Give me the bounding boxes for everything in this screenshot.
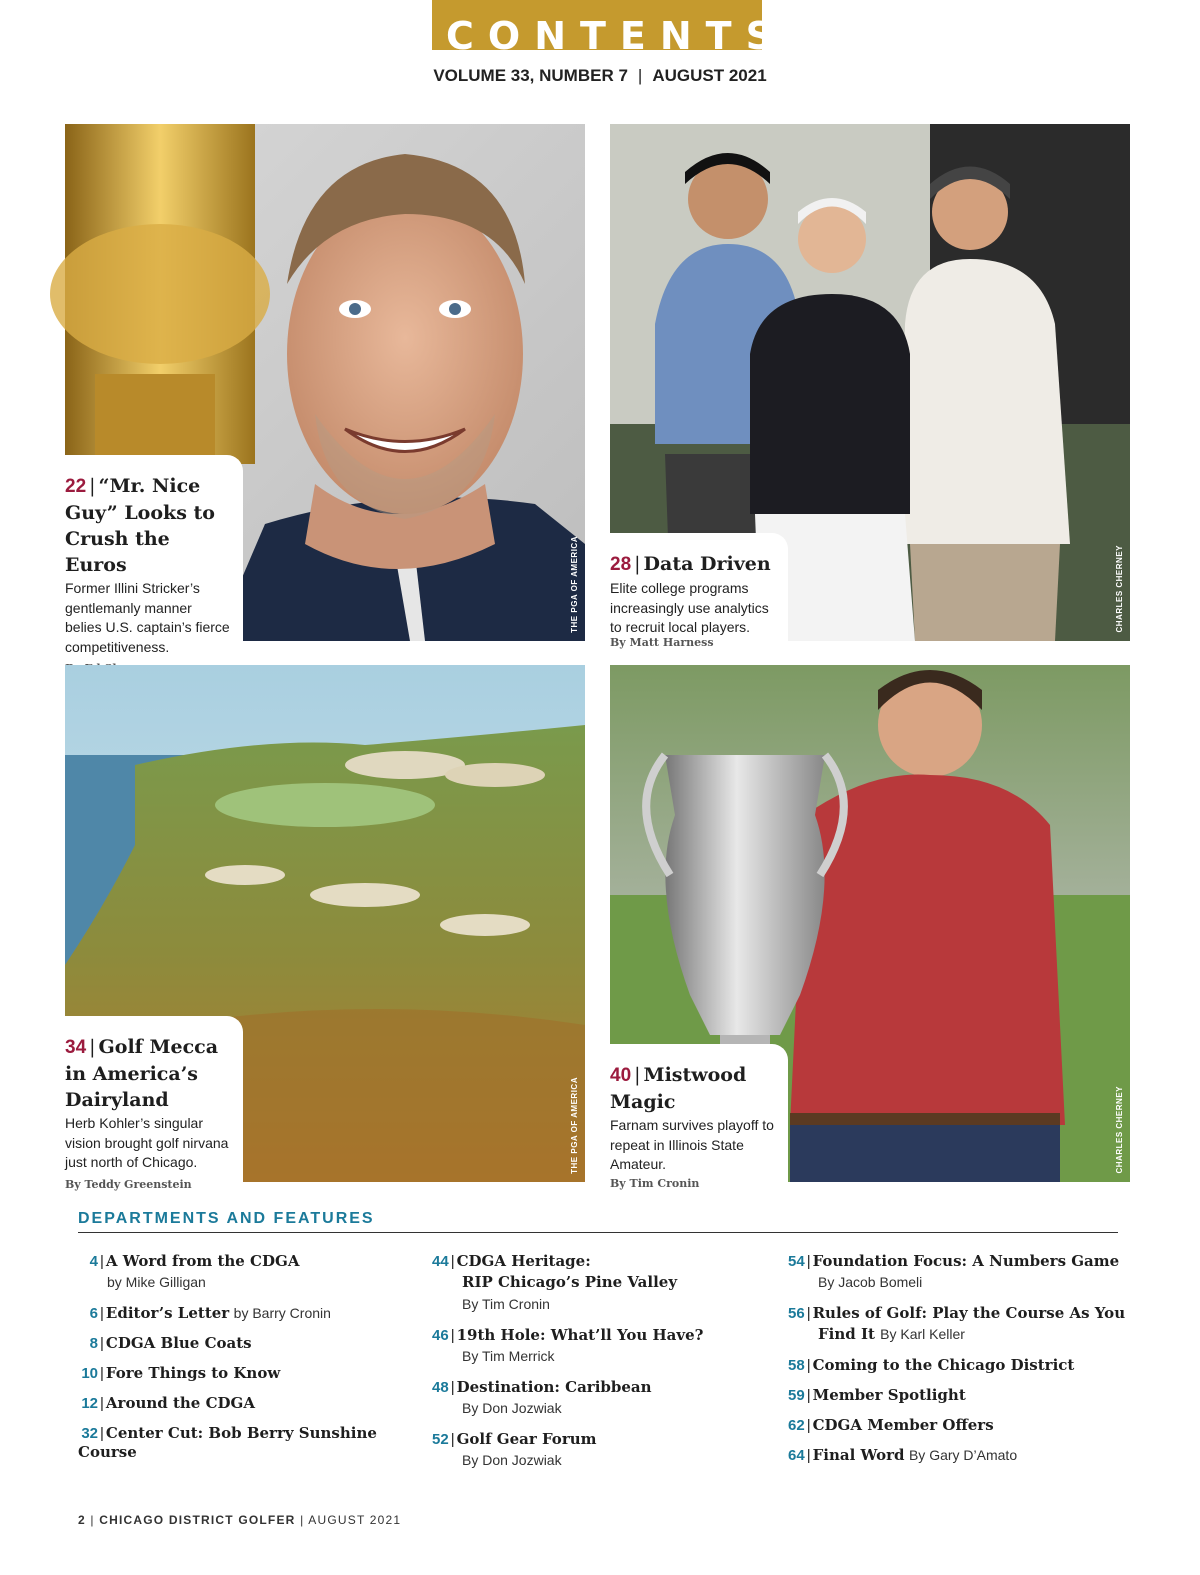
feature-panel-mistwood-magic[interactable] (610, 665, 1130, 1182)
page-number: 34 (65, 1037, 87, 1058)
departments-heading: DEPARTMENTS AND FEATURES (78, 1210, 375, 1227)
list-item[interactable]: 58 | Coming to the Chicago District (788, 1356, 1075, 1374)
feature-panel-mr-nice-guy[interactable] (65, 124, 585, 655)
feature-title: Mistwood Magic (610, 1064, 747, 1113)
feature-caption: 28 | Data Driven Elite college programs increasingly use analytics to recruit local players. (610, 533, 788, 641)
page-number: 40 (610, 1065, 632, 1086)
feature-caption: 34 | Golf Mecca in America’s Dairyland Herb Kohler’s singular vision brought golf nirvana just north of Chicago. By Teddy Greenstein (65, 1016, 243, 1182)
departments-column-1 (78, 1252, 418, 1473)
photo-credit: THE PGA OF AMERICA (570, 1077, 579, 1174)
departments-column-2 (432, 1252, 772, 1482)
list-item[interactable]: 32 | Center Cut: Bob Berry Sunshine Course (78, 1424, 377, 1461)
feature-byline: By Tim Cronin (610, 1177, 700, 1190)
feature-byline: By Matt Harness (610, 636, 714, 649)
feature-description: Former Illini Stricker’s gentlemanly manner belies U.S. captain’s fierce competitiveness. (65, 580, 230, 655)
list-item[interactable]: 6 | Editor’s Letter by Barry Cronin (89, 1304, 331, 1322)
list-item[interactable]: 48 | Destination: Caribbean By Don Jozwiak (432, 1378, 652, 1416)
volume-number: VOLUME 33, NUMBER 7 (433, 66, 628, 85)
list-item[interactable]: 54 | Foundation Focus: A Numbers Game By Jacob Bomeli (788, 1252, 1120, 1290)
issue-line: VOLUME 33, NUMBER 7 | AUGUST 2021 (433, 66, 767, 85)
feature-description: Elite college programs increasingly use analytics to recruit local players. (610, 580, 769, 635)
list-item[interactable]: 10 | Fore Things to Know (81, 1364, 281, 1382)
departments-column-3 (788, 1252, 1128, 1476)
departments-divider (78, 1232, 1118, 1233)
feature-title: Data Driven (643, 553, 771, 575)
list-item[interactable]: 52 | Golf Gear Forum By Don Jozwiak (432, 1430, 597, 1468)
page-number: 28 (610, 554, 632, 575)
list-item[interactable]: 44 | CDGA Heritage: RIP Chicago’s Pine Valley By Tim Cronin (432, 1252, 678, 1312)
folio-page-number: 2 (78, 1513, 86, 1527)
feature-caption: 40 | Mistwood Magic Farnam survives playoff to repeat in Illinois State Amateur. (610, 1044, 788, 1182)
magazine-name: CHICAGO DISTRICT GOLFER (99, 1513, 296, 1527)
feature-description: Farnam survives playoff to repeat in Illinois State Amateur. (610, 1117, 774, 1172)
feature-description: Herb Kohler’s singular vision brought golf nirvana just north of Chicago. (65, 1115, 229, 1170)
list-item[interactable]: 64 | Final Word By Gary D’Amato (788, 1446, 1018, 1464)
page-footer: 2 | CHICAGO DISTRICT GOLFER | AUGUST 2021 (78, 1513, 402, 1527)
photo-credit: THE PGA OF AMERICA (570, 536, 579, 633)
feature-caption: 22 | “Mr. Nice Guy” Looks to Crush the Euros Former Illini Stricker’s gentlemanly manner belies U.S. captain’s fierce competitiveness. (65, 455, 243, 641)
contents-title-band (432, 0, 787, 58)
list-item[interactable]: 56 | Rules of Golf: Play the Course As You Find It By Karl Keller (788, 1304, 1126, 1343)
list-item[interactable]: 46 | 19th Hole: What’ll You Have? By Tim Merrick (432, 1326, 704, 1364)
contents-title: CONTENTS (446, 14, 787, 58)
list-item[interactable]: 8 | CDGA Blue Coats (89, 1334, 252, 1352)
feature-title: “Mr. Nice Guy” Looks to Crush the Euros (65, 475, 215, 576)
footer-date: AUGUST 2021 (308, 1513, 402, 1527)
feature-title: Golf Mecca in America’s Dairyland (65, 1036, 219, 1111)
page-number: 22 (65, 476, 87, 497)
feature-panel-golf-mecca[interactable] (65, 665, 585, 1191)
list-item[interactable]: 4 | A Word from the CDGA by Mike Gilligan (89, 1252, 300, 1290)
list-item[interactable]: 12 | Around the CDGA (81, 1394, 255, 1412)
list-item[interactable]: 62 | CDGA Member Offers (788, 1416, 994, 1434)
issue-date: AUGUST 2021 (652, 66, 767, 85)
photo-credit: CHARLES CHERNEY (1115, 1086, 1124, 1174)
list-item[interactable]: 59 | Member Spotlight (788, 1386, 966, 1404)
photo-credit: CHARLES CHERNEY (1115, 545, 1124, 633)
feature-panel-data-driven[interactable] (610, 124, 1130, 641)
feature-byline: By Teddy Greenstein (65, 1177, 192, 1191)
